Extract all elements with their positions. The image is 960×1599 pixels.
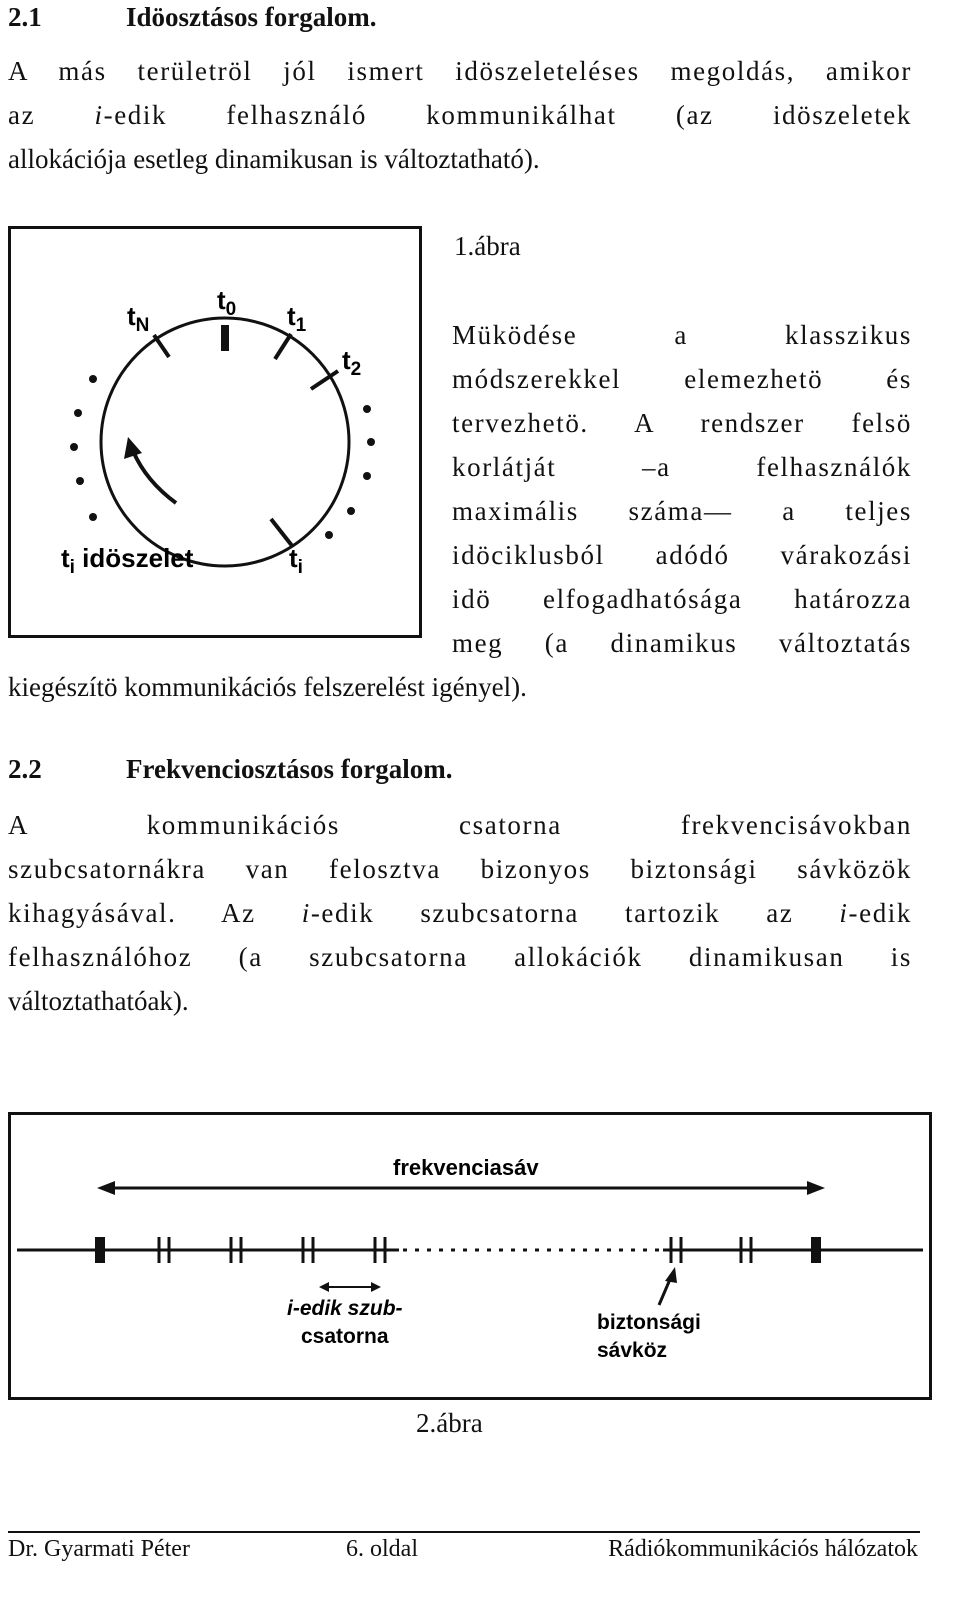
label-tN: $t_N$ [127,301,150,336]
paragraph-line: maximális száma— a teljes [452,496,912,526]
section-2-2-paragraph [8,803,912,1023]
band-arrowhead-right [807,1181,825,1195]
label-t1: $t_1$ [287,301,307,336]
subchannel-arrowhead-left [319,1282,329,1292]
paragraph-line: Müködése a klasszikus [452,320,912,350]
guard-pointer-arrowhead [665,1267,677,1283]
footer-rule [8,1531,920,1533]
section-title: Idöosztásos forgalom. [126,2,377,32]
t0-marker [221,325,229,351]
t1-marker [275,334,291,359]
figure-time-slot-diagram [8,226,422,638]
cycle-circle [101,318,349,566]
side-paragraph-tail: kiegészítö kommunikációs felszerelést igényel). [8,672,527,702]
figure-frequency-band-diagram [8,1112,932,1400]
paragraph-line: allokációja esetleg dinamikusan is változtatható). [8,144,540,174]
figure-1-caption: 1.ábra [454,231,521,261]
paragraph-line: kihagyásával. Az i-edik szubcsatorna tartozik az i-edik [8,898,913,928]
band-edge-right [811,1237,821,1263]
paragraph-line: korlátját –a felhasználók [452,452,912,482]
band-edge-left [95,1237,105,1263]
label-ti: $t_i$ [289,543,303,578]
rotation-arrow [133,451,176,503]
side-paragraph [452,313,912,665]
label-t2: $t_2$ [342,345,362,380]
subchannel-label-line2: csatorna [301,1325,389,1348]
paragraph-line: szubcsatornákra van felosztva bizonyos biztonsági sávközök [8,854,912,884]
subchannel-arrowhead-right [371,1282,381,1292]
label-t0: $t_0$ [217,285,237,320]
section-2-1-paragraph [8,49,912,181]
section-number: 2.2 [8,754,42,784]
paragraph-line: meg (a dinamikus változtatás [452,628,912,658]
guard-label-line1: biztonsági [597,1311,701,1334]
frequency-band-svg [11,1115,929,1397]
footer-author: Dr. Gyarmati Péter [8,1536,190,1562]
figure-2-caption: 2.ábra [416,1408,483,1438]
guard-label-line2: sávköz [597,1339,668,1362]
band-label: frekvenciasáv [393,1155,539,1180]
slot-dots-right [325,405,375,539]
paragraph-line: felhasználóhoz (a szubcsatorna allokációk dinamikusan is [8,942,912,972]
slot-dots-left [70,375,97,521]
rotation-arrowhead [124,437,142,459]
paragraph-line: tervezhetö. A rendszer felsö [452,408,912,438]
tN-marker [154,335,169,357]
paragraph-line: idö elfogadhatósága határozza [452,584,912,614]
footer-subject: Rádiókommunikációs hálózatok [608,1536,918,1562]
section-heading-2-1 [8,2,928,36]
label-time-slot: $t_i$ idöszelet [61,543,194,578]
band-arrowhead-left [97,1181,115,1195]
paragraph-line: módszerekkel elemezhetö és [452,364,912,394]
paragraph-line: A kommunikációs csatorna frekvencisávokban [8,810,912,840]
paragraph-line: az i-edik felhasználó kommunikálhat (az idöszeletek [8,100,912,130]
subchannel-label-line1: i-edik szub- [287,1297,403,1320]
footer-page-number: 6. oldal [346,1536,418,1562]
section-heading-2-2 [8,754,928,788]
time-slot-ring-svg [11,229,419,635]
paragraph-line: A más területröl jól ismert idöszeleteléses megoldás, amikor [8,56,912,86]
paragraph-line: idöciklusból adódó várakozási [452,540,912,570]
paragraph-line: változtathatóak). [8,986,189,1016]
section-title: Frekvenciosztásos forgalom. [126,754,453,784]
section-number: 2.1 [8,2,42,32]
